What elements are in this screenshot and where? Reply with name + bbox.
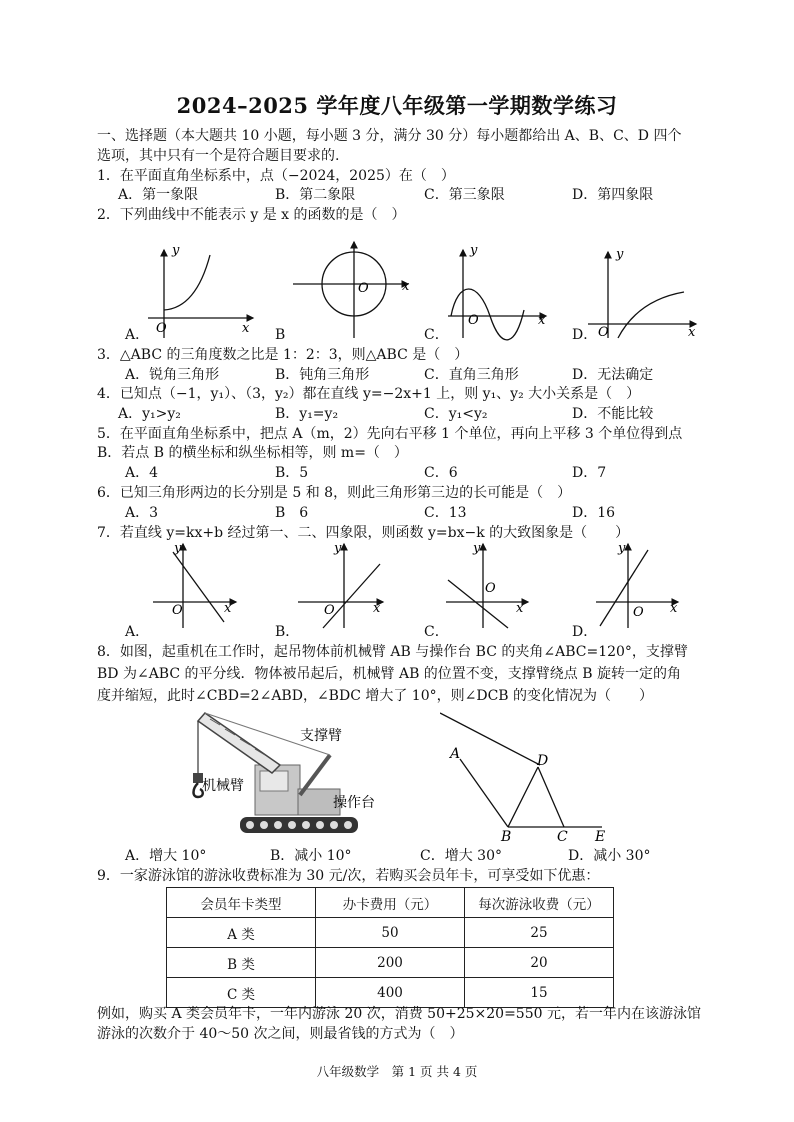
q2-label-b: B	[275, 327, 286, 343]
q8-option-c: C．增大 30°	[420, 848, 502, 864]
q6-option-d: D．16	[572, 505, 616, 521]
q9-after-2: 游泳的次数介于 40～50 次之间，则最省钱的方式为（ ）	[97, 1026, 464, 1042]
page-title: 2024–2025 学年度八年级第一学期数学练习	[176, 93, 618, 118]
q7-stem: 7．若直线 y=kx+b 经过第一、二、四象限，则函数 y=bx−k 的大致图象是（ ）	[97, 525, 630, 541]
graph-a	[148, 243, 253, 338]
crane-illustration	[180, 705, 380, 840]
q5-option-a: A．4	[125, 465, 159, 481]
mechanical-arm-label: 机械臂	[202, 778, 244, 794]
q3-option-a: A．锐角三角形	[125, 367, 220, 383]
svg-text:x: x	[373, 601, 381, 616]
q4-option-d: D．不能比较	[572, 406, 654, 422]
fee-table	[166, 887, 614, 1008]
graph-7b	[298, 541, 383, 628]
q8-stem-2: BD 为∠ABC 的平分线．物体被吊起后，机械臂 AB 的位置不变，支撑臂绕点 B 旋转一定的角	[97, 666, 681, 682]
graph-7c	[446, 541, 528, 628]
q5-option-d: D．7	[572, 465, 607, 481]
svg-text:y: y	[473, 541, 481, 556]
table-row	[167, 948, 614, 978]
svg-text:O: O	[172, 603, 183, 618]
table-header: 办卡费用（元）	[316, 888, 465, 918]
page-footer: 八年级数学 第 1 页 共 4 页	[316, 1064, 478, 1079]
q4-option-c: C．y₁<y₂	[424, 406, 488, 422]
table-cell: C 类	[167, 978, 316, 1008]
table-row	[167, 918, 614, 948]
svg-text:O: O	[468, 313, 479, 328]
q7-graphs	[118, 540, 698, 630]
svg-text:y: y	[470, 243, 478, 258]
table-header: 每次游泳收费（元）	[465, 888, 614, 918]
svg-text:O: O	[485, 581, 496, 596]
q4-option-a: A．y₁>y₂	[118, 406, 181, 422]
svg-text:x: x	[538, 313, 546, 328]
graph-7d	[596, 541, 678, 628]
q1-option-b: B．第二象限	[275, 187, 356, 203]
svg-text:O: O	[633, 605, 644, 620]
q7-label-a: A．	[125, 624, 150, 640]
svg-text:O: O	[324, 603, 335, 618]
svg-text:x: x	[688, 325, 696, 340]
q6-stem: 6．已知三角形两边的长分别是 5 和 8，则此三角形第三边的长可能是（ ）	[97, 485, 572, 501]
axis-o: O	[156, 321, 167, 336]
point-d: D	[537, 753, 549, 769]
platform-label: 操作台	[333, 795, 375, 811]
point-c: C	[557, 829, 568, 845]
q7-label-d: D．	[572, 624, 598, 640]
q7-label-b: B．	[275, 624, 300, 640]
q6-option-b: B 6	[275, 505, 309, 521]
table-cell: 20	[465, 948, 614, 978]
graph-b	[293, 242, 410, 338]
svg-text:O: O	[598, 325, 609, 340]
q9-stem: 9．一家游泳馆的游泳收费标准为 30 元/次，若购买会员年卡，可享受如下优惠：	[97, 868, 600, 884]
q5-stem: 5．在平面直角坐标系中，把点 A（m，2）先向右平移 1 个单位，再向上平移 3 个单位得到点	[97, 426, 683, 442]
table-cell: 15	[465, 978, 614, 1008]
q1-option-a: A．第一象限	[118, 187, 199, 203]
graph-7a	[153, 541, 236, 628]
q9-after-1: 例如，购买 A 类会员年卡，一年内游泳 20 次，消费 50+25×20=550 元，若一年内在该游泳馆	[97, 1006, 701, 1022]
table-cell: 50	[316, 918, 465, 948]
point-a: A	[450, 746, 461, 762]
q1-option-c: C．第三象限	[424, 187, 505, 203]
q1-stem: 1．在平面直角坐标系中，点（−2024，2025）在（ ）	[97, 168, 455, 184]
section-heading-cont: 选项，其中只有一个是符合题目要求的.	[97, 148, 340, 164]
q2-label-d: D．	[572, 327, 598, 343]
svg-text:x: x	[224, 601, 232, 616]
q8-stem-3: 度并缩短，此时∠CBD=2∠ABD，∠BDC 增大了 10°，则∠DCB 的变化情况为（ ）	[97, 688, 654, 704]
svg-text:x: x	[402, 279, 410, 294]
svg-text:O: O	[358, 281, 369, 296]
q8-option-a: A．增大 10°	[125, 848, 207, 864]
q2-graphs	[118, 240, 718, 350]
table-cell: 25	[465, 918, 614, 948]
q8-stem-1: 8．如图，起重机在工作时，起吊物体前机械臂 AB 与操作台 BC 的夹角∠ABC=120°，支撑臂	[97, 644, 688, 660]
svg-text:x: x	[516, 601, 524, 616]
svg-text:y: y	[616, 247, 624, 262]
svg-text:x: x	[670, 601, 678, 616]
point-e: E	[595, 829, 606, 845]
axis-y: y	[172, 243, 180, 258]
q5-stem-cont: B．若点 B 的横坐标和纵坐标相等，则 m=（ ）	[97, 445, 408, 461]
table-row	[167, 978, 614, 1008]
graph-c	[448, 243, 546, 340]
svg-text:y: y	[618, 541, 626, 556]
table-cell: A 类	[167, 918, 316, 948]
table-cell: 400	[316, 978, 465, 1008]
q8-option-b: B．减小 10°	[270, 848, 352, 864]
table-cell: B 类	[167, 948, 316, 978]
svg-text:y: y	[174, 541, 182, 556]
q2-label-a: A．	[125, 327, 150, 343]
q5-option-c: C．6	[424, 465, 458, 481]
q3-option-b: B．钝角三角形	[275, 367, 370, 383]
svg-text:y: y	[334, 541, 342, 556]
q4-stem: 4．已知点（−1，y₁）、（3，y₂）都在直线 y=−2x+1 上，则 y₁、y₂ 大小关系是（ ）	[97, 386, 641, 402]
axis-x: x	[242, 321, 250, 336]
q3-stem: 3．△ABC 的三角度数之比是 1：2：3，则△ABC 是（ ）	[97, 347, 469, 363]
q7-label-c: C．	[424, 624, 449, 640]
q6-option-a: A．3	[125, 505, 159, 521]
q8-geometry-figure	[440, 705, 620, 845]
support-arm-label: 支撑臂	[300, 728, 342, 744]
q1-option-d: D．第四象限	[572, 187, 654, 203]
q2-stem: 2．下列曲线中不能表示 y 是 x 的函数的是（ ）	[97, 207, 406, 223]
table-cell: 200	[316, 948, 465, 978]
q8-option-d: D．减小 30°	[568, 848, 651, 864]
q2-label-c: C．	[424, 327, 449, 343]
table-header: 会员年卡类型	[167, 888, 316, 918]
table-header-row	[167, 888, 614, 918]
q3-option-d: D．无法确定	[572, 367, 654, 383]
q5-option-b: B．5	[275, 465, 309, 481]
section-heading: 一、选择题（本大题共 10 小题，每小题 3 分，满分 30 分）每小题都给出 A、B、C、D 四个	[97, 128, 682, 144]
point-b: B	[501, 829, 512, 845]
q3-option-c: C．直角三角形	[424, 367, 519, 383]
q4-option-b: B．y₁=y₂	[275, 406, 339, 422]
q6-option-c: C．13	[424, 505, 467, 521]
graph-d	[588, 247, 696, 340]
